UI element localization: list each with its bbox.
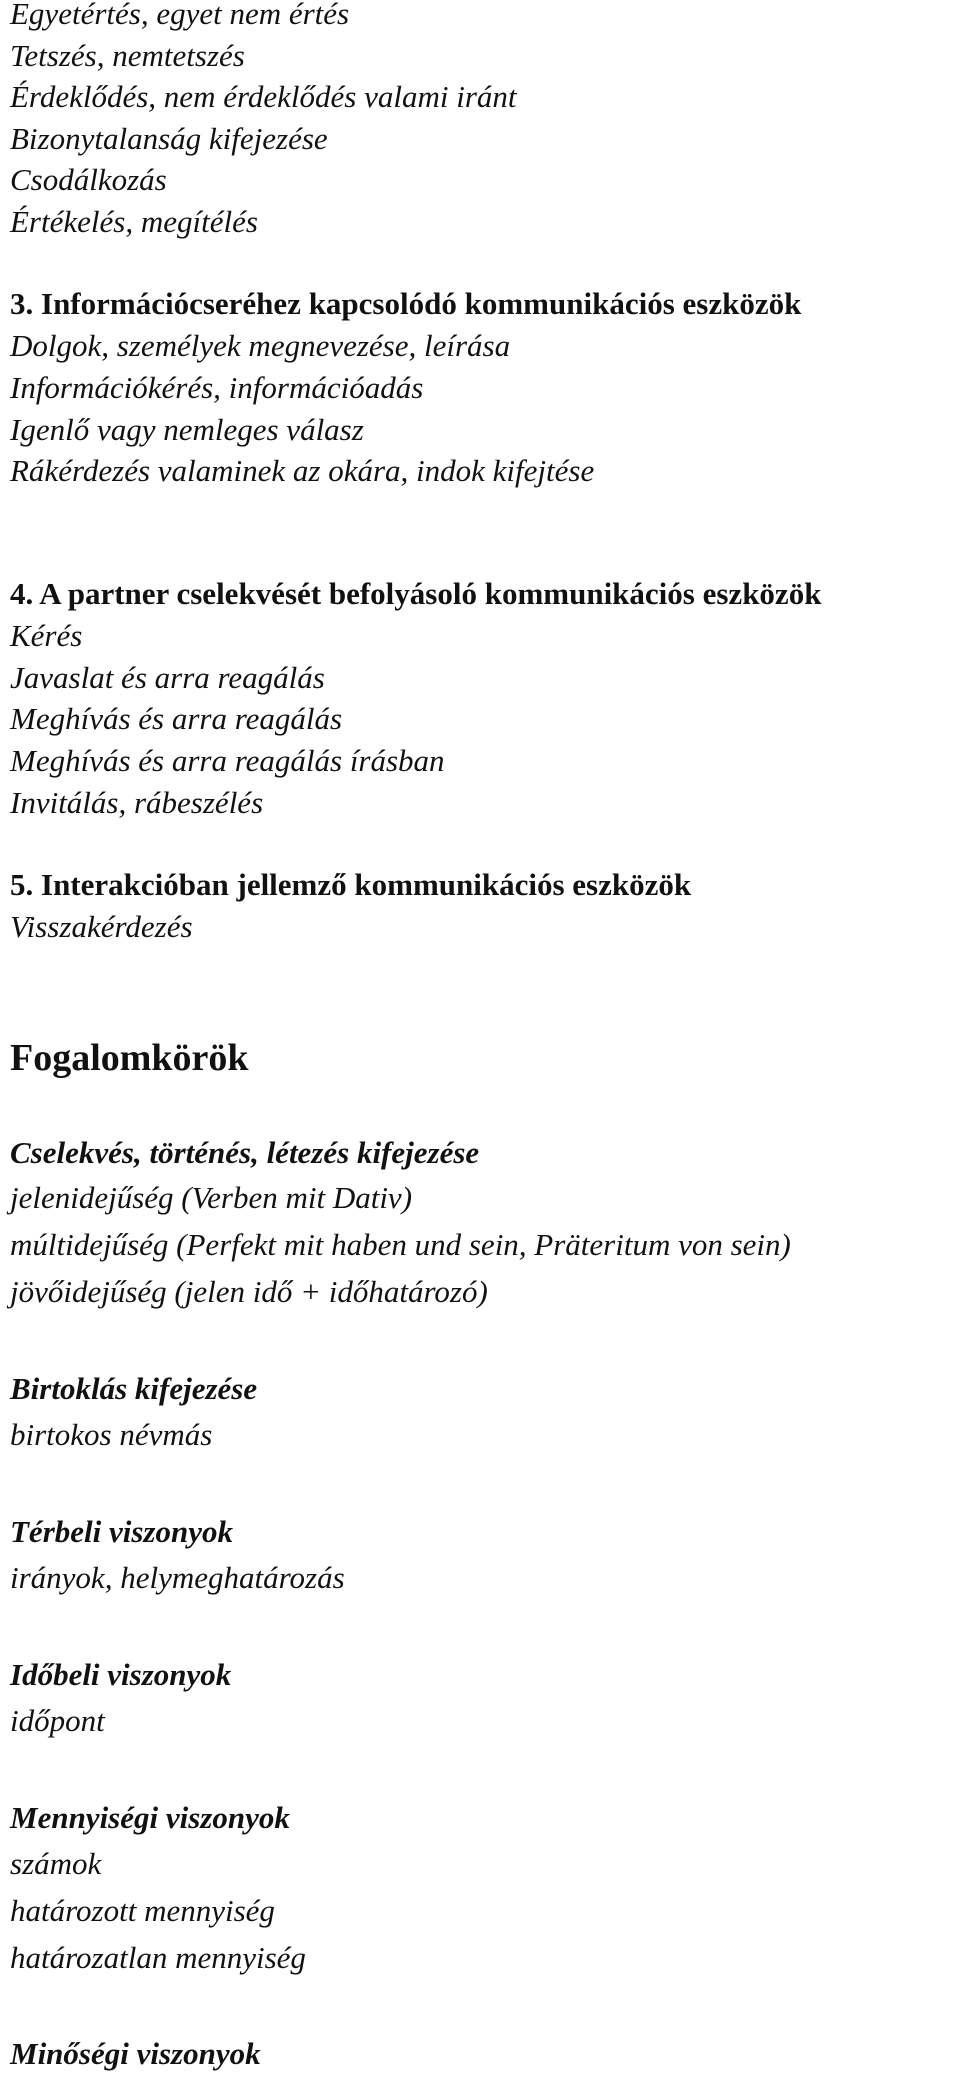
list-item: birtokos névmás [10,1417,213,1452]
list-item: jövőidejűség (jelen idő + időhatározó) [10,1274,488,1309]
list-item: Visszakérdezés [10,909,193,944]
section-heading: 5. Interakcióban jellemző kommunikációs eszközök [10,867,692,902]
list-item: határozott mennyiség [10,1893,275,1928]
list-item: Invitálás, rábeszélés [10,785,264,820]
group-heading: Térbeli viszonyok [10,1514,233,1549]
list-item: Tetszés, nemtetszés [10,38,245,73]
list-item: Értékelés, megítélés [10,204,258,239]
list-item: Meghívás és arra reagálás [10,701,343,736]
list-item: időpont [10,1703,105,1738]
group-heading: Minőségi viszonyok [10,2036,261,2071]
group-heading: Mennyiségi viszonyok [10,1800,290,1835]
list-item: számok [10,1846,102,1881]
section-heading: 3. Információcseréhez kapcsolódó kommunikációs eszközök [10,286,802,321]
group-heading: Birtoklás kifejezése [10,1371,258,1406]
list-item: irányok, helymeghatározás [10,1560,345,1595]
list-item: Érdeklődés, nem érdeklődés valami iránt [10,79,517,114]
list-item: Bizonytalanság kifejezése [10,121,328,156]
list-item: határozatlan mennyiség [10,1940,306,1975]
list-item: Csodálkozás [10,162,167,197]
list-item: Dolgok, személyek megnevezése, leírása [10,328,511,363]
list-item: Javaslat és arra reagálás [10,660,325,695]
page-title: Fogalomkörök [10,1037,249,1079]
list-item: Igenlő vagy nemleges válasz [10,412,364,447]
section-heading: 4. A partner cselekvését befolyásoló kommunikációs eszközök [10,576,822,611]
list-item: Rákérdezés valaminek az okára, indok kifejtése [10,453,595,488]
list-item: múltidejűség (Perfekt mit haben und sein, Präteritum von sein) [10,1227,791,1262]
group-heading: Időbeli viszonyok [10,1657,232,1692]
list-item: Egyetértés, egyet nem értés [10,0,350,31]
list-item: jelenidejűség (Verben mit Dativ) [10,1180,413,1215]
list-item: Meghívás és arra reagálás írásban [10,743,445,778]
group-heading: Cselekvés, történés, létezés kifejezése [10,1135,480,1170]
list-item: Információkérés, információadás [10,370,424,405]
list-item: Kérés [10,618,83,653]
